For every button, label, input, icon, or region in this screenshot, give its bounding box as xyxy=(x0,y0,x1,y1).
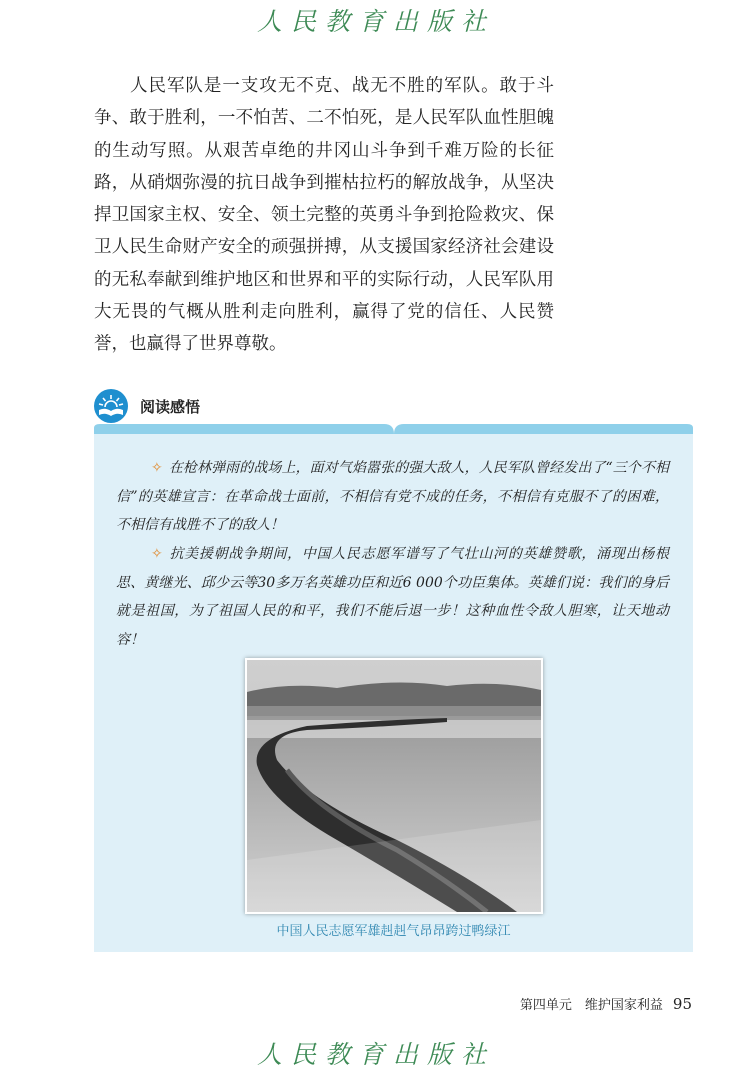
reading-panel xyxy=(94,434,693,952)
yalu-river-crossing-photo xyxy=(245,658,543,914)
publisher-logo-top: 人民教育出版社 xyxy=(256,7,495,36)
panel-tab-notch xyxy=(94,424,693,434)
reading-paragraph: ✧ 在枪林弹雨的战场上，面对气焰嚣张的强大敌人，人民军队曾经发出了“三个不相信”的英雄宣言：在革命战士面前，不相信有党不成的任务，不相信有克服不了的困难，不相信有战胜不了的敌人！ xyxy=(116,460,669,533)
photo-caption: 中国人民志愿军雄赳赳气昂昂跨过鸭绿江 xyxy=(276,924,511,939)
reading-paragraph: ✧ 抗美援朝战争期间，中国人民志愿军谱写了气壮山河的英雄赞歌，涌现出杨根思、黄继光、邱少云等30多万名英雄功臣和近6 000个功臣集体。英雄们说：我们的身后就是祖国，为了祖国人民的和平，我们不能后退一步！这种血性令敌人胆寒，让天地动容！ xyxy=(116,546,669,648)
page-footer xyxy=(520,994,692,1013)
unit-title: 第四单元 维护国家利益 xyxy=(519,998,663,1013)
page-number: 95 xyxy=(672,995,692,1013)
reading-section-title: 阅读感悟 xyxy=(140,398,201,416)
diamond-bullet-icon: ✧ xyxy=(151,546,163,562)
diamond-bullet-icon: ✧ xyxy=(151,460,163,476)
book-sun-icon xyxy=(94,389,128,423)
publisher-logo-bottom: 人民教育出版社 xyxy=(256,1040,495,1069)
main-paragraph: 人民军队是一支攻无不克、战无不胜的军队。敢于斗争、敢于胜利，一不怕苦、二不怕死，是人民军队血性胆魄的生动写照。从艰苦卓绝的井冈山斗争到千难万险的长征路，从硝烟弥漫的抗日战争到摧枯拉朽的解放战争，从坚决捍卫国家主权、安全、领土完整的英勇斗争到抢险救灾、保卫人民生命财产安全的顽强拼搏，从支援国家经济社会建设的无私奉献到维护地区和世界和平的实际行动，人民军队用大无畏的气概从胜利走向胜利，赢得了党的信任、人民赞誉，也赢得了世界尊敬。 xyxy=(94,76,554,355)
